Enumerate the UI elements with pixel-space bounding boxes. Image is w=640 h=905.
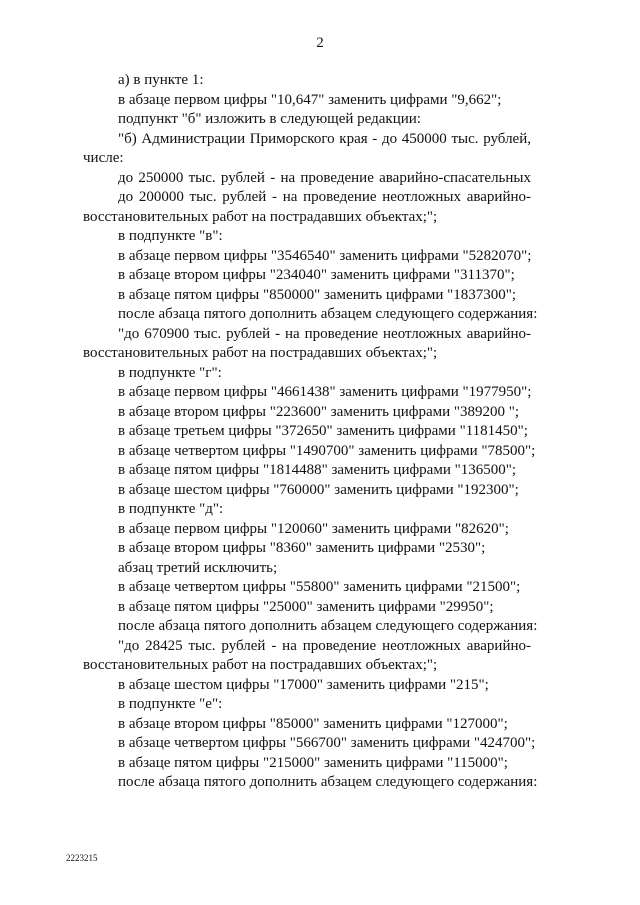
text-line: в абзаце втором цифры "234040" заменить цифрами "311370"; <box>118 267 515 283</box>
text-line: в абзаце четвертом цифры "55800" заменить цифрами "21500"; <box>118 579 521 595</box>
text-line: в абзаце первом цифры "3546540" заменить цифрами "5282070"; <box>118 247 532 264</box>
text-line: в абзаце четвертом цифры "566700" заменить цифрами "424700"; <box>118 735 536 751</box>
text-line: в абзаце шестом цифры "760000" заменить цифрами "192300"; <box>118 481 519 498</box>
text-line: в абзаце шестом цифры "17000" заменить цифрами "215"; <box>118 676 489 693</box>
text-line: числе: <box>83 150 124 166</box>
text-line: в абзаце пятом цифры "850000" заменить цифрами "1837300"; <box>118 286 517 303</box>
document-body <box>83 71 538 793</box>
text-line: после абзаца пятого дополнить абзацем следующего содержания: <box>118 618 538 634</box>
text-line: восстановительных работ на пострадавших объектах;"; <box>83 345 438 361</box>
document-code: 2223215 <box>66 853 98 863</box>
text-line: после абзаца пятого дополнить абзацем следующего содержания: <box>118 306 538 322</box>
text-line: в абзаце втором цифры "223600" заменить цифрами "389200 "; <box>118 403 520 420</box>
text-line: в абзаце втором цифры "85000" заменить цифрами "127000"; <box>118 715 508 732</box>
text-line: после абзаца пятого дополнить абзацем следующего содержания: <box>118 774 538 790</box>
text-line: в абзаце втором цифры "8360" заменить цифрами "2530"; <box>118 540 486 556</box>
text-line: в подпункте "в": <box>118 228 223 244</box>
text-line: "б) Администрации Приморского края - до 450000 тыс. рублей, <box>118 130 531 147</box>
text-line: в абзаце первом цифры "4661438" заменить цифрами "1977950"; <box>118 384 532 400</box>
text-line: в абзаце пятом цифры "1814488" заменить цифрами "136500"; <box>118 462 517 478</box>
text-line: абзац третий исключить; <box>118 559 278 576</box>
text-line: в абзаце пятом цифры "25000" заменить цифрами "29950"; <box>118 598 494 615</box>
text-line: до 250000 тыс. рублей - на проведение аварийно-спасательных <box>118 169 531 186</box>
page-number: 2 <box>316 35 324 51</box>
text-line: в абзаце пятом цифры "215000" заменить цифрами "115000"; <box>118 754 508 771</box>
text-line: "до 670900 тыс. рублей - на проведение неотложных аварийно- <box>118 325 531 342</box>
text-line: в абзаце первом цифры "120060" заменить цифрами "82620"; <box>118 520 509 537</box>
text-line: в абзаце первом цифры "10,647" заменить цифрами "9,662"; <box>118 91 502 108</box>
text-line: в абзаце третьем цифры "372650" заменить цифрами "1181450"; <box>118 423 528 439</box>
text-line: восстановительных работ на пострадавших объектах;"; <box>83 208 438 225</box>
text-line: в подпункте "д": <box>118 501 224 517</box>
text-line: "до 28425 тыс. рублей - на проведение неотложных аварийно- <box>118 637 531 654</box>
text-line: восстановительных работ на пострадавших объектах;"; <box>83 657 438 673</box>
text-line: в подпункте "е": <box>118 696 223 712</box>
text-line: в абзаце четвертом цифры "1490700" заменить цифрами "78500"; <box>118 442 536 459</box>
text-line: в подпункте "г": <box>118 364 222 381</box>
text-line: до 200000 тыс. рублей - на проведение неотложных аварийно- <box>118 189 531 205</box>
text-line: подпункт "б" изложить в следующей редакции: <box>118 111 421 127</box>
text-line: а) в пункте 1: <box>118 72 204 88</box>
